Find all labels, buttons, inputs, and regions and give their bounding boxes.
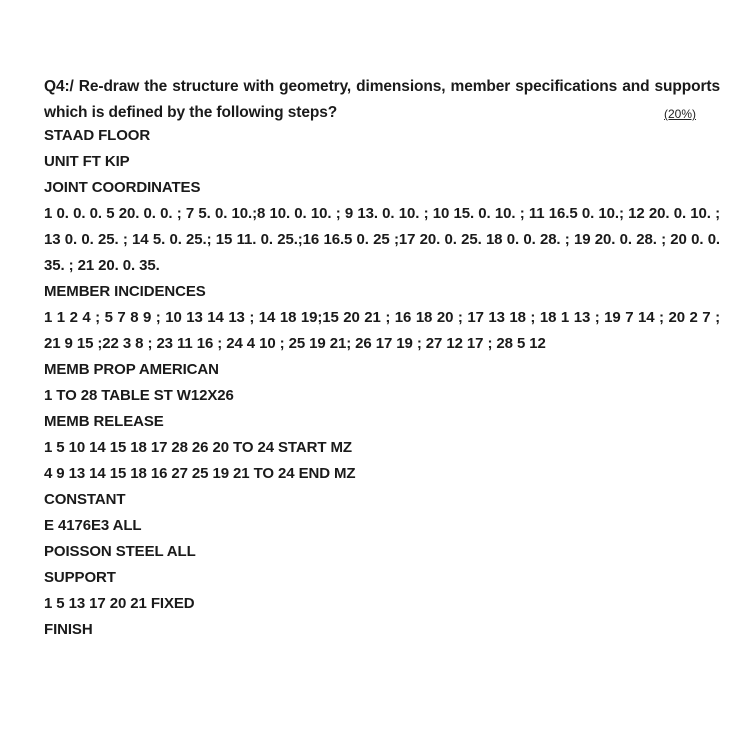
command-line-memb-prop: MEMB PROP AMERICAN <box>44 361 219 378</box>
command-line-memb-release: MEMB RELEASE <box>44 413 164 430</box>
support-data: 1 5 13 17 20 21 FIXED <box>44 595 195 612</box>
constant-e-data: E 4176E3 ALL <box>44 517 142 534</box>
memb-prop-data: 1 TO 28 TABLE ST W12X26 <box>44 387 234 404</box>
memb-release-start-data: 1 5 10 14 15 18 17 28 26 20 TO 24 START MZ <box>44 439 352 456</box>
grade-percentage: (20%) <box>664 107 697 121</box>
memb-release-end-data: 4 9 13 14 15 18 16 27 25 19 21 TO 24 END MZ <box>44 465 356 482</box>
command-line-unit: UNIT FT KIP <box>44 153 130 170</box>
member-incidences-data: 1 1 2 4 ; 5 7 8 9 ; 10 13 14 13 ; 14 18 19;15 20 21 ; 16 18 20 ; 17 13 18 ; 18 1 13 ; 19 7 14 ; 20 2 7 ; 21 9 15 ;22 3 8 ; 23 11 16 ; 24 4 10 ; 25 19 21; 26 17 19 ; 27 12 17 ; 28 5 12 <box>44 309 720 352</box>
command-line-constant: CONSTANT <box>44 491 126 508</box>
joint-coordinates-data: 1 0. 0. 0. 5 20. 0. 0. ; 7 5. 0. 10.;8 10. 0. 10. ; 9 13. 0. 10. ; 10 15. 0. 10. ; 11 16.5 0. 10.; 12 20. 0. 10. ; 13 0. 0. 25. ; 14 5. 0. 25.; 15 11. 0. 25.;16 16.5 0. 25 ;17 20. 0. 25. 18 0. 0. 28. ; 19 20. 0. 28. ; 20 0. 0. 35. ; 21 20. 0. 35. <box>44 205 720 274</box>
constant-poisson-data: POISSON STEEL ALL <box>44 543 196 560</box>
staad-input-listing <box>44 123 720 643</box>
command-line-joint-coordinates: JOINT COORDINATES <box>44 179 201 196</box>
question-text: Q4:/ Re-draw the structure with geometry, dimensions, member specifications and supports which is defined by the following steps? <box>44 78 720 121</box>
command-line-support: SUPPORT <box>44 569 116 586</box>
command-line-finish: FINISH <box>44 621 93 638</box>
command-line-member-incidences: MEMBER INCIDENCES <box>44 283 206 300</box>
command-line-staad-floor: STAAD FLOOR <box>44 127 151 144</box>
